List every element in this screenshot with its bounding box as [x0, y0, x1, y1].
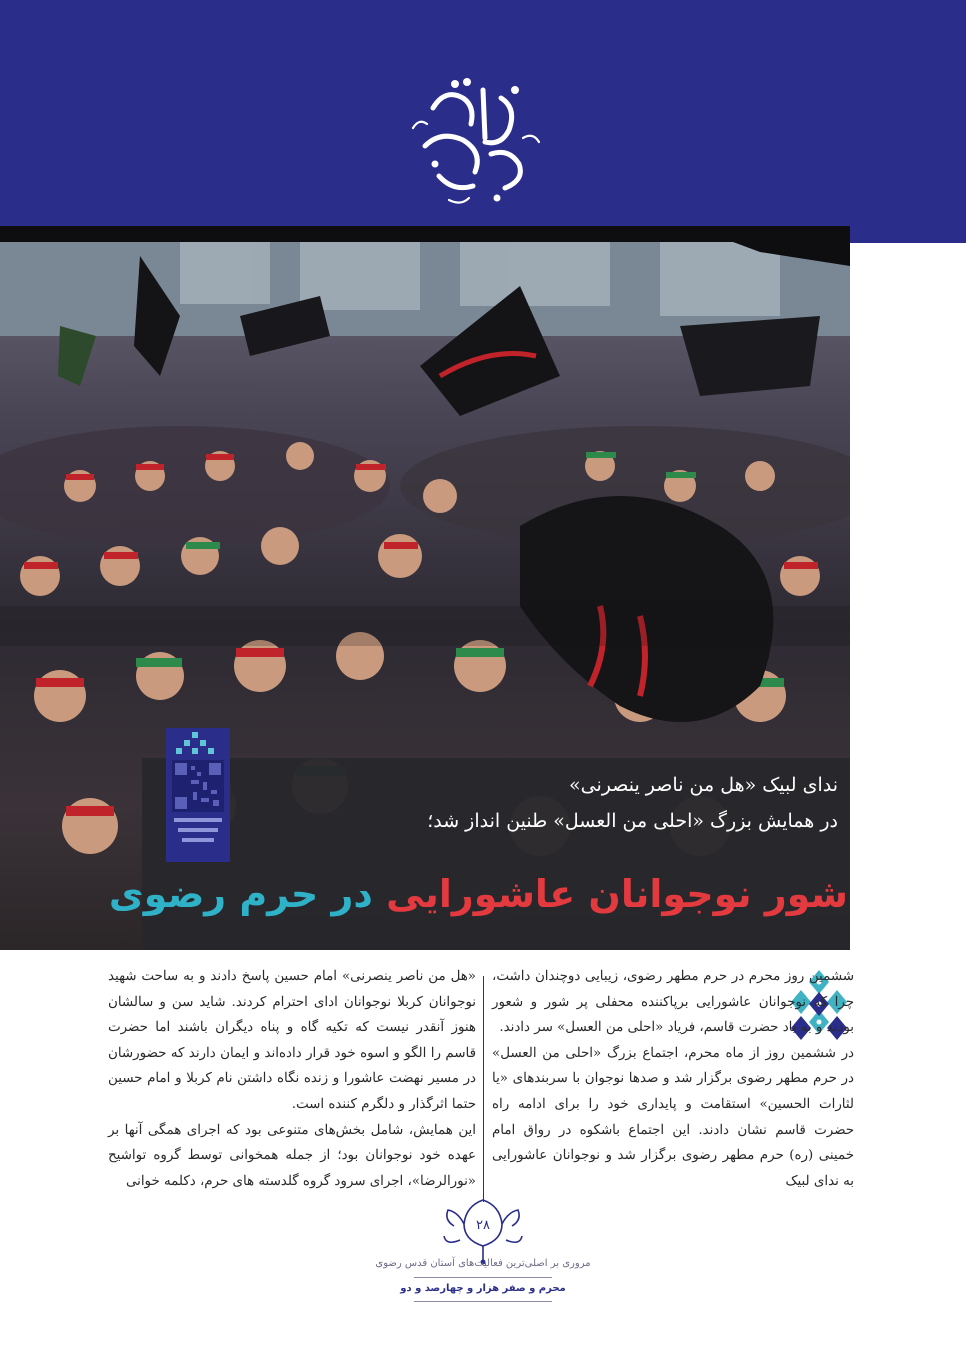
footer-rule [414, 1301, 552, 1302]
calligraphy-logo-icon [405, 68, 545, 208]
article-paragraph: «هل من ناصر ینصرنی» امام حسین پاسخ دادند و به ساحت شهید نوجوانان کربلا نوجوانان ادای احترام کردند. شاید سن و سالشان هنوز آنقدر نیست که تکیه گاه و پناه دیگران باشند اما حضرت قاسم را الگو و اسوه خود قرار داده‌اند و ایمان دارند که حضورشان در مسیر نهضت عاشورا و زنده نگاه داشتن نام کربلا و امام حسین حتما اثرگذار و دلگرم کننده است. [108, 969, 476, 1112]
article-column-right [492, 964, 854, 1194]
headline-title-part-2: در حرم رضوی [108, 872, 373, 916]
headline-title [109, 872, 848, 916]
headline-subtitle-line-1: ندای لبیک «هل من ناصر ینصرنی» [569, 774, 838, 796]
column-divider [483, 976, 484, 1202]
headline-subtitle-line-2: در همایش بزرگ «احلی من العسل» طنین انداز شد؛ [427, 810, 838, 832]
footer-rule [414, 1277, 552, 1278]
article-paragraph: ششمین روز محرم در حرم مطهر رضوی، زیبایی دوچندان داشت، چرا که نوجوانان عاشورایی برپاکننده محفلی پر شور و شعور بودند و به یاد حضرت قاسم، فریاد «احلی من العسل» سر دادند. [492, 969, 854, 1036]
page-number: ۲۸ [476, 1218, 490, 1233]
article-paragraph: این همایش، شامل بخش‌های متنوعی بود که اجرای همگی آنها بر عهده خود نوجوانان بود؛ از جمله همخوانی توسط گروه تواشیح «نورالرضا»، اجرای سرود گروه گلدسته های حرم، دکلمه خوانی [108, 1122, 476, 1189]
article-column-left [108, 964, 476, 1194]
footer-date-line: محرم و صفر هزار و چهارصد و دو [400, 1283, 566, 1294]
qr-code-icon[interactable] [166, 728, 230, 862]
footer-publication-line: مروری بر اصلی‌ترین فعالیت‌های آستان قدس رضوی [375, 1258, 591, 1269]
article-paragraph: در ششمین روز از ماه محرم، اجتماع بزرگ «احلی من العسل» در حرم مطهر رضوی برگزار شد و صدها نوجوان با سربندهای «یا لثارات الحسین» استقامت و پایداری خود را برای ادامه راه حضرت قاسم نشان دادند. این اجتماع باشکوه در رواق امام خمینی (ره) حرم مطهر رضوی برگزار شد و نوجوانان عاشورایی به ندای لبیک [492, 1045, 854, 1189]
headline-title-part-1: شور نوجوانان عاشورایی [386, 872, 848, 916]
